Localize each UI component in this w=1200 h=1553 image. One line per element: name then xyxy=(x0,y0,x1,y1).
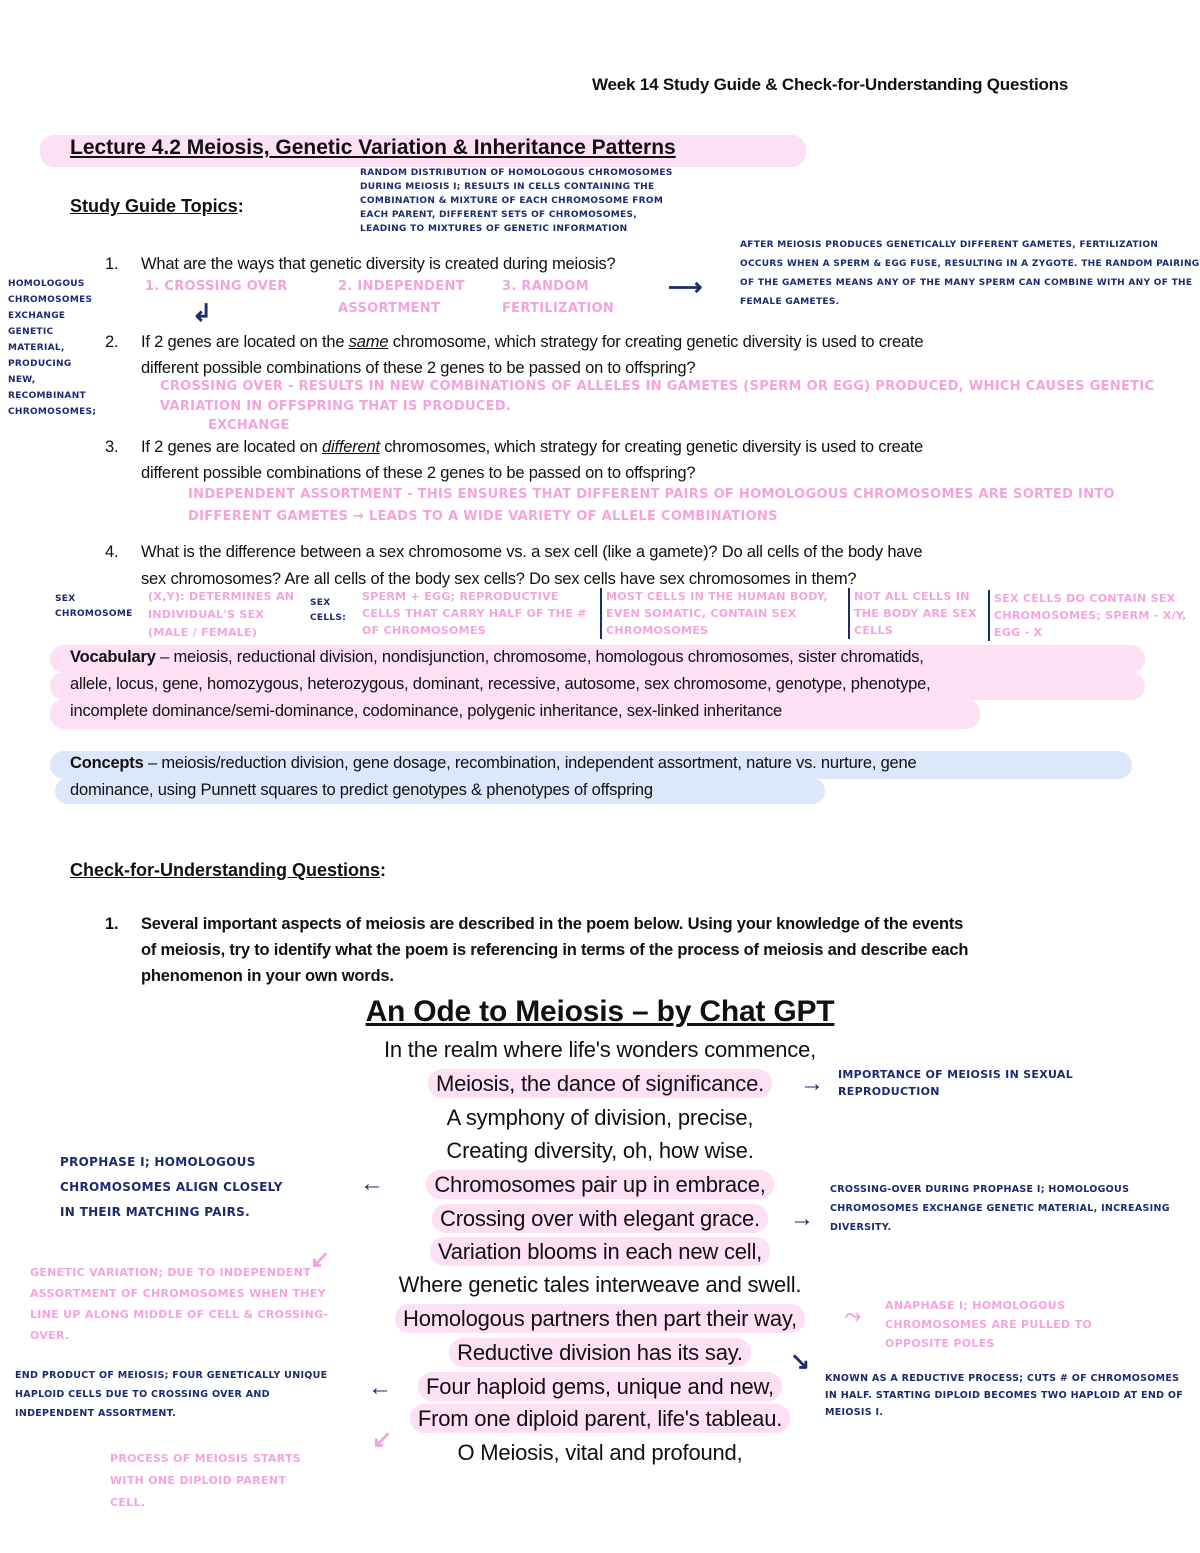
note-answer-2-sub: EXCHANGE xyxy=(208,418,290,433)
poem-line-text: In the realm where life's wonders commence, xyxy=(383,1037,817,1062)
note-independent-assortment: RANDOM DISTRIBUTION OF HOMOLOGOUS CHROMOSOMES DURING MEIOSIS I; RESULTS IN CELLS CONTAINING THE COMBINATION & MIXTURE OF EACH CHROMOSOME FROM EACH PARENT, DIFFERENT SETS OF CHROMOSOMES, LEADING TO MIXTURES OF GENETIC INFORMATION xyxy=(360,168,673,234)
arrow-pink-icon: ↙ xyxy=(310,1246,331,1273)
arrow-right-icon: → xyxy=(790,1205,814,1232)
cfu-q1-line-1: Several important aspects of meiosis are described in the poem below. Using your knowledge of the events xyxy=(141,915,964,933)
question-1-text: What are the ways that genetic diversity is created during meiosis? xyxy=(141,255,616,273)
poem-line-text: Meiosis, the dance of significance. xyxy=(428,1069,772,1098)
vocabulary-line-3: incomplete dominance/semi-dominance, codominance, polygenic inheritance, sex-linked inheritance xyxy=(70,702,782,720)
cfu-heading xyxy=(70,860,386,881)
note-crossing-over: HOMOLOGOUS CHROMOSOMES EXCHANGE GENETIC MATERIAL, PRODUCING NEW, RECOMBINANT CHROMOSOMES; xyxy=(8,279,97,417)
note-end-product: END PRODUCT OF MEIOSIS; FOUR GENETICALLY UNIQUE HAPLOID CELLS DUE TO CROSSING OVER AND INDEPENDENT ASSORTMENT. xyxy=(15,1370,328,1419)
poem-line-text: A symphony of division, precise, xyxy=(446,1105,754,1130)
question-3-line-1 xyxy=(141,438,923,457)
q3-emphasis: different xyxy=(322,438,380,456)
cfu-q1-line-2: of meiosis, try to identify what the poem is referencing in terms of the process of meiosis and describe each xyxy=(141,941,969,959)
poem-line-text: Creating diversity, oh, how wise. xyxy=(446,1138,754,1163)
note-sex-cell-def: SPERM + EGG; REPRODUCTIVE CELLS THAT CARRY HALF OF THE # OF CHROMOSOMES xyxy=(362,590,587,637)
question-4-line-2: sex chromosomes? Are all cells of the body sex cells? Do sex cells have sex chromosomes in them? xyxy=(141,570,857,588)
arrow-left-icon: ← xyxy=(368,1374,392,1401)
concepts-text-1: – meiosis/reduction division, gene dosage, recombination, independent assortment, nature vs. nurture, gene xyxy=(143,754,917,772)
q3-post: chromosomes, which strategy for creating genetic diversity is used to create xyxy=(379,438,923,456)
question-3-line-2: different possible combinations of these 2 genes to be passed on to offspring? xyxy=(141,464,696,482)
cfu-heading-text: Check-for-Understanding Questions xyxy=(70,860,381,880)
arrow-right-icon: ⟶ xyxy=(668,274,703,301)
question-2-number: 2. xyxy=(105,333,119,351)
note-answer-4c: NOT ALL CELLS IN THE BODY ARE SEX CELLS xyxy=(848,588,984,639)
note-answer-1c: 3. RANDOM FERTILIZATION xyxy=(502,279,615,316)
note-variation: GENETIC VARIATION; DUE TO INDEPENDENT ASSORTMENT OF CHROMOSOMES WHEN THEY LINE UP ALONG MIDDLE OF CELL & CROSSING-OVER. xyxy=(30,1266,329,1342)
concepts-line-2: dominance, using Punnett squares to predict genotypes & phenotypes of offspring xyxy=(70,781,653,799)
arrow-curve-icon: ↲ xyxy=(192,300,213,327)
poem-title: An Ode to Meiosis – by Chat GPT xyxy=(365,995,835,1028)
poem-line-text: O Meiosis, vital and profound, xyxy=(457,1440,743,1465)
poem-line-text: Crossing over with elegant grace. xyxy=(432,1204,768,1233)
note-fertilization: AFTER MEIOSIS PRODUCES GENETICALLY DIFFERENT GAMETES, FERTILIZATION OCCURS WHEN A SPERM & EGG FUSE, RESULTING IN A ZYGOTE. THE RANDOM PAIRING OF THE GAMETES MEANS ANY OF THE MANY SPERM CAN COMBINE WITH ANY OF THE FEMALE GAMETES. xyxy=(740,240,1200,307)
q2-pre: If 2 genes are located on the xyxy=(141,333,349,351)
study-guide-heading-text: Study Guide Topics xyxy=(70,196,238,216)
arrow-right-icon: → xyxy=(800,1070,824,1097)
vocabulary-line-2: allele, locus, gene, homozygous, heterozygous, dominant, recessive, autosome, sex chromosome, genotype, phenotype, xyxy=(70,675,931,693)
q2-emphasis: same xyxy=(348,333,389,351)
concepts-label: Concepts xyxy=(70,754,144,772)
note-sex-cell-label: SEX CELLS: xyxy=(310,598,347,623)
study-guide-heading-colon: : xyxy=(237,196,244,216)
note-sex-chromosome-def: (X,Y): DETERMINES AN INDIVIDUAL'S SEX (MALE / FEMALE) xyxy=(148,590,295,639)
vocabulary-label: Vocabulary xyxy=(70,648,156,666)
concepts-line-1 xyxy=(70,754,917,773)
note-answer-2: CROSSING OVER - RESULTS IN NEW COMBINATIONS OF ALLELES IN GAMETES (SPERM OR EGG) PRODUCED, WHICH CAUSES GENETIC VARIATION IN OFFSPRING THAT IS PRODUCED. xyxy=(160,379,1155,414)
question-2-line-1 xyxy=(141,333,923,352)
note-answer-1b: 2. INDEPENDENT ASSORTMENT xyxy=(338,279,465,316)
note-anaphase: ANAPHASE I; HOMOLOGOUS CHROMOSOMES ARE PULLED TO OPPOSITE POLES xyxy=(885,1299,1093,1350)
vocabulary-text-1: – meiosis, reductional division, nondisjunction, chromosome, homologous chromosomes, sister chromatids, xyxy=(155,648,924,666)
note-crossing-prophase: CROSSING-OVER DURING PROPHASE I; HOMOLOGOUS CHROMOSOMES EXCHANGE GENETIC MATERIAL, INCREASING DIVERSITY. xyxy=(830,1184,1170,1233)
cfu-q1-line-3: phenomenon in your own words. xyxy=(141,967,394,985)
note-reductive: KNOWN AS A REDUCTIVE PROCESS; CUTS # OF CHROMOSOMES IN HALF. STARTING DIPLOID BECOMES TWO HAPLOID AT END OF MEIOSIS I. xyxy=(825,1373,1184,1418)
poem-line xyxy=(0,1037,1200,1063)
arrow-down-right-icon: ↘ xyxy=(790,1348,811,1375)
page-header: Week 14 Study Guide & Check-for-Understanding Questions xyxy=(592,75,1069,94)
note-answer-4b: MOST CELLS IN THE HUMAN BODY, EVEN SOMATIC, CONTAIN SEX CHROMOSOMES xyxy=(600,588,841,639)
poem-line-text: Four haploid gems, unique and new, xyxy=(418,1372,782,1401)
poem-line-text: Chromosomes pair up in embrace, xyxy=(426,1170,773,1199)
question-1-number: 1. xyxy=(105,255,119,273)
poem-line xyxy=(0,1105,1200,1131)
note-diploid: PROCESS OF MEIOSIS STARTS WITH ONE DIPLOID PARENT CELL. xyxy=(110,1452,302,1509)
question-2-line-2: different possible combinations of these 2 genes to be passed on to offspring? xyxy=(141,359,696,377)
note-answer-4d: SEX CELLS DO CONTAIN SEX CHROMOSOMES; SPERM - X/Y, EGG - X xyxy=(988,590,1194,641)
arrow-pink-icon: ⤳ xyxy=(845,1305,861,1327)
q2-post: chromosome, which strategy for creating genetic diversity is used to create xyxy=(388,333,924,351)
arrow-left-icon: ← xyxy=(360,1170,384,1197)
cfu-heading-colon: : xyxy=(380,860,387,880)
poem-line-text: Homologous partners then part their way, xyxy=(395,1304,805,1333)
study-guide-heading xyxy=(70,196,244,217)
poem-line-text: From one diploid parent, life's tableau. xyxy=(410,1404,790,1433)
poem-line-text: Reductive division has its say. xyxy=(449,1338,751,1367)
poem-line-text: Where genetic tales interweave and swell. xyxy=(398,1272,802,1297)
note-significance: IMPORTANCE OF MEIOSIS IN SEXUAL REPRODUCTION xyxy=(838,1068,1074,1098)
poem-line-text: Variation blooms in each new cell, xyxy=(430,1237,770,1266)
note-prophase: PROPHASE I; HOMOLOGOUS CHROMOSOMES ALIGN CLOSELY IN THEIR MATCHING PAIRS. xyxy=(60,1155,283,1219)
cfu-q1-number: 1. xyxy=(105,915,119,933)
vocabulary-line-1 xyxy=(70,648,924,667)
q3-pre: If 2 genes are located on xyxy=(141,438,323,456)
question-4-number: 4. xyxy=(105,543,119,561)
note-sex-chromosome-label: SEX CHROMOSOME xyxy=(55,594,133,619)
note-answer-1a: 1. CROSSING OVER xyxy=(145,279,288,294)
arrow-pink-icon: ↙ xyxy=(372,1426,393,1453)
question-3-number: 3. xyxy=(105,438,119,456)
note-answer-3: INDEPENDENT ASSORTMENT - THIS ENSURES THAT DIFFERENT PAIRS OF HOMOLOGOUS CHROMOSOMES ARE SORTED INTO DIFFERENT GAMETES → LEADS TO A WIDE VARIETY OF ALLELE COMBINATIONS xyxy=(188,487,1115,524)
lecture-title: Lecture 4.2 Meiosis, Genetic Variation & Inheritance Patterns xyxy=(70,136,676,159)
question-4-line-1: What is the difference between a sex chromosome vs. a sex cell (like a gamete)? Do all cells of the body have xyxy=(141,543,923,561)
